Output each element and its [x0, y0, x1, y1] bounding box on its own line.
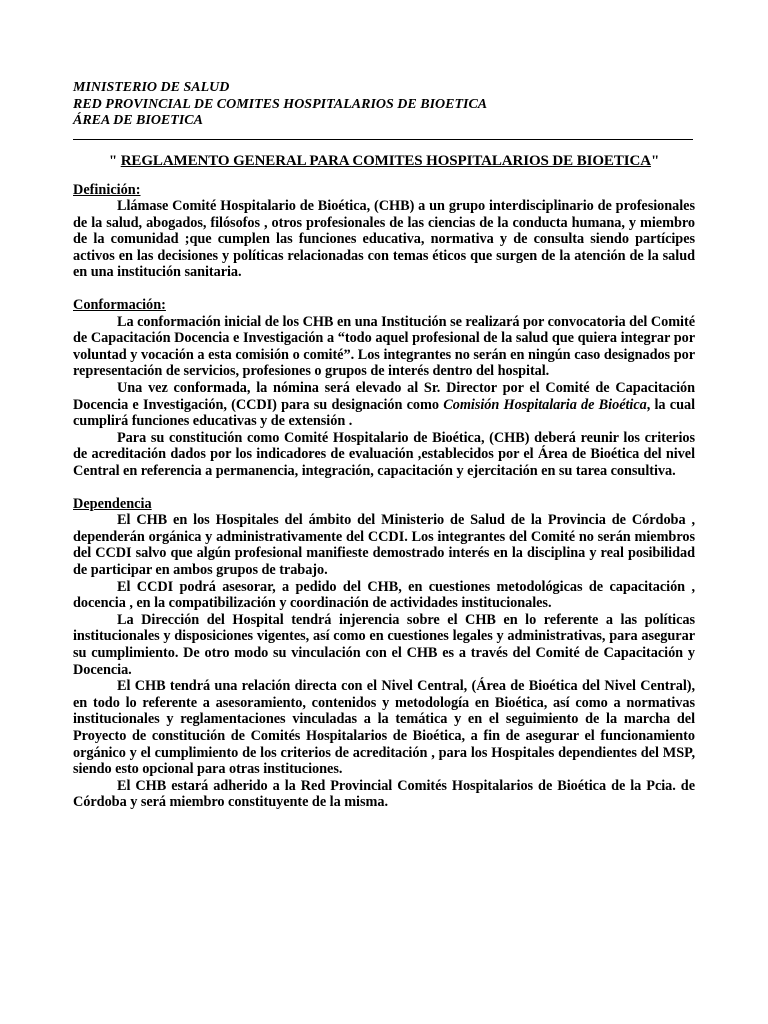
document-header [73, 80, 695, 140]
paragraph: El CHB estará adherido a la Red Provincial Comités Hospitalarios de Bioética de la Pcia. de Córdoba y será miembro constituyente de la misma. [73, 777, 695, 811]
section-dependencia [73, 496, 695, 811]
section-heading: Dependencia [73, 495, 152, 512]
paragraph-text: , la cual cumplirá funciones educativas y de extensión . [73, 396, 695, 430]
header-area: ÁREA DE BIOETICA [73, 113, 203, 128]
section-conformacion [73, 297, 695, 480]
paragraph [73, 380, 695, 430]
paragraph: La Dirección del Hospital tendrá injerencia sobre el CHB en lo referente a las políticas institucionales y disposiciones vigentes, así como en cuestiones legales y administrativas, para asegurar su cumplimiento. De otro modo su vinculación con el CHB es a través del Comité de Capacitación y Docencia. [73, 611, 695, 678]
section-heading: Definición: [73, 181, 141, 198]
paragraph: Para su constitución como Comité Hospitalario de Bioética, (CHB) deberá reunir los criterios de acreditación dados por los indicadores de evaluación ,establecidos por el Área de Bioética del nivel Central en referencia a permanencia, integración, capacitación y ejercitación en su tarea consultiva. [73, 429, 695, 479]
header-ministry: MINISTERIO DE SALUD [73, 80, 230, 95]
section-heading: Conformación: [73, 297, 166, 314]
paragraph-text: Una vez conformada, la nómina será elevado al Sr. Director por el Comité de Capacitación Docencia e Investigación, (CCDI) para su designación como [73, 380, 695, 413]
section-definicion [73, 182, 695, 282]
header-network: RED PROVINCIAL DE COMITES HOSPITALARIOS DE BIOETICA [73, 96, 488, 112]
paragraph: La conformación inicial de los CHB en una Institución se realizará por convocatoria del Comité de Capacitación Docencia e Investigación a “todo aquel profesional de la salud que quiera integrar por voluntad y vocación a esta comisión o comité”. Los integrantes no serán en ningún caso designados por representación de servicios, profesiones o grupos de interés dentro del hospital. [73, 313, 695, 380]
header-divider [73, 139, 693, 140]
paragraph-italic-text: Comisión Hospitalaria de Bioética [443, 396, 647, 413]
title-close-quote: " [650, 152, 660, 169]
paragraph: El CHB tendrá una relación directa con el Nivel Central, (Área de Bioética del Nivel Central), en todo lo referente a asesoramiento, contenidos y metodología en Bioética, así como a normativas institucionales y reglamentaciones vinculadas a la temática y en el seguimiento de la marcha del Proyecto de constitución de Comités Hospitalarios de Bioética, a fin de asegurar el funcionamiento orgánico y el cumplimiento de los criterios de acreditación , para los Hospitales dependientes del MSP, siendo esto opcional para otras instituciones. [73, 678, 695, 778]
paragraph: El CHB en los Hospitales del ámbito del Ministerio de Salud de la Provincia de Córdoba , dependerán orgánica y administrativamente del CCDI. Los integrantes del Comité no serán miembros del CCDI salvo que algún profesional manifieste demostrado interés en la disciplina y real posibilidad de participar en ambos grupos de trabajo. [73, 512, 695, 578]
paragraph: Llámase Comité Hospitalario de Bioética, (CHB) a un grupo interdisciplinario de profesionales de la salud, abogados, filósofos , otros profesionales de las ciencias de la conducta humana, y miembro de la comunidad ;que cumplen las funciones educativa, normativa y de consulta siendo partícipes activos en las decisiones y políticas relacionadas con temas éticos que surgen de la atención de la salud en una institución sanitaria. [73, 198, 695, 281]
paragraph: El CCDI podrá asesorar, a pedido del CHB, en cuestiones metodológicas de capacitación , docencia , en la compatibilización y coordinación de actividades institucionales. [73, 578, 695, 612]
document-title [73, 153, 695, 170]
title-text: REGLAMENTO GENERAL PARA COMITES HOSPITALARIOS DE BIOETICA [120, 152, 651, 169]
document-page [73, 80, 695, 827]
title-open-quote: " [108, 152, 121, 169]
